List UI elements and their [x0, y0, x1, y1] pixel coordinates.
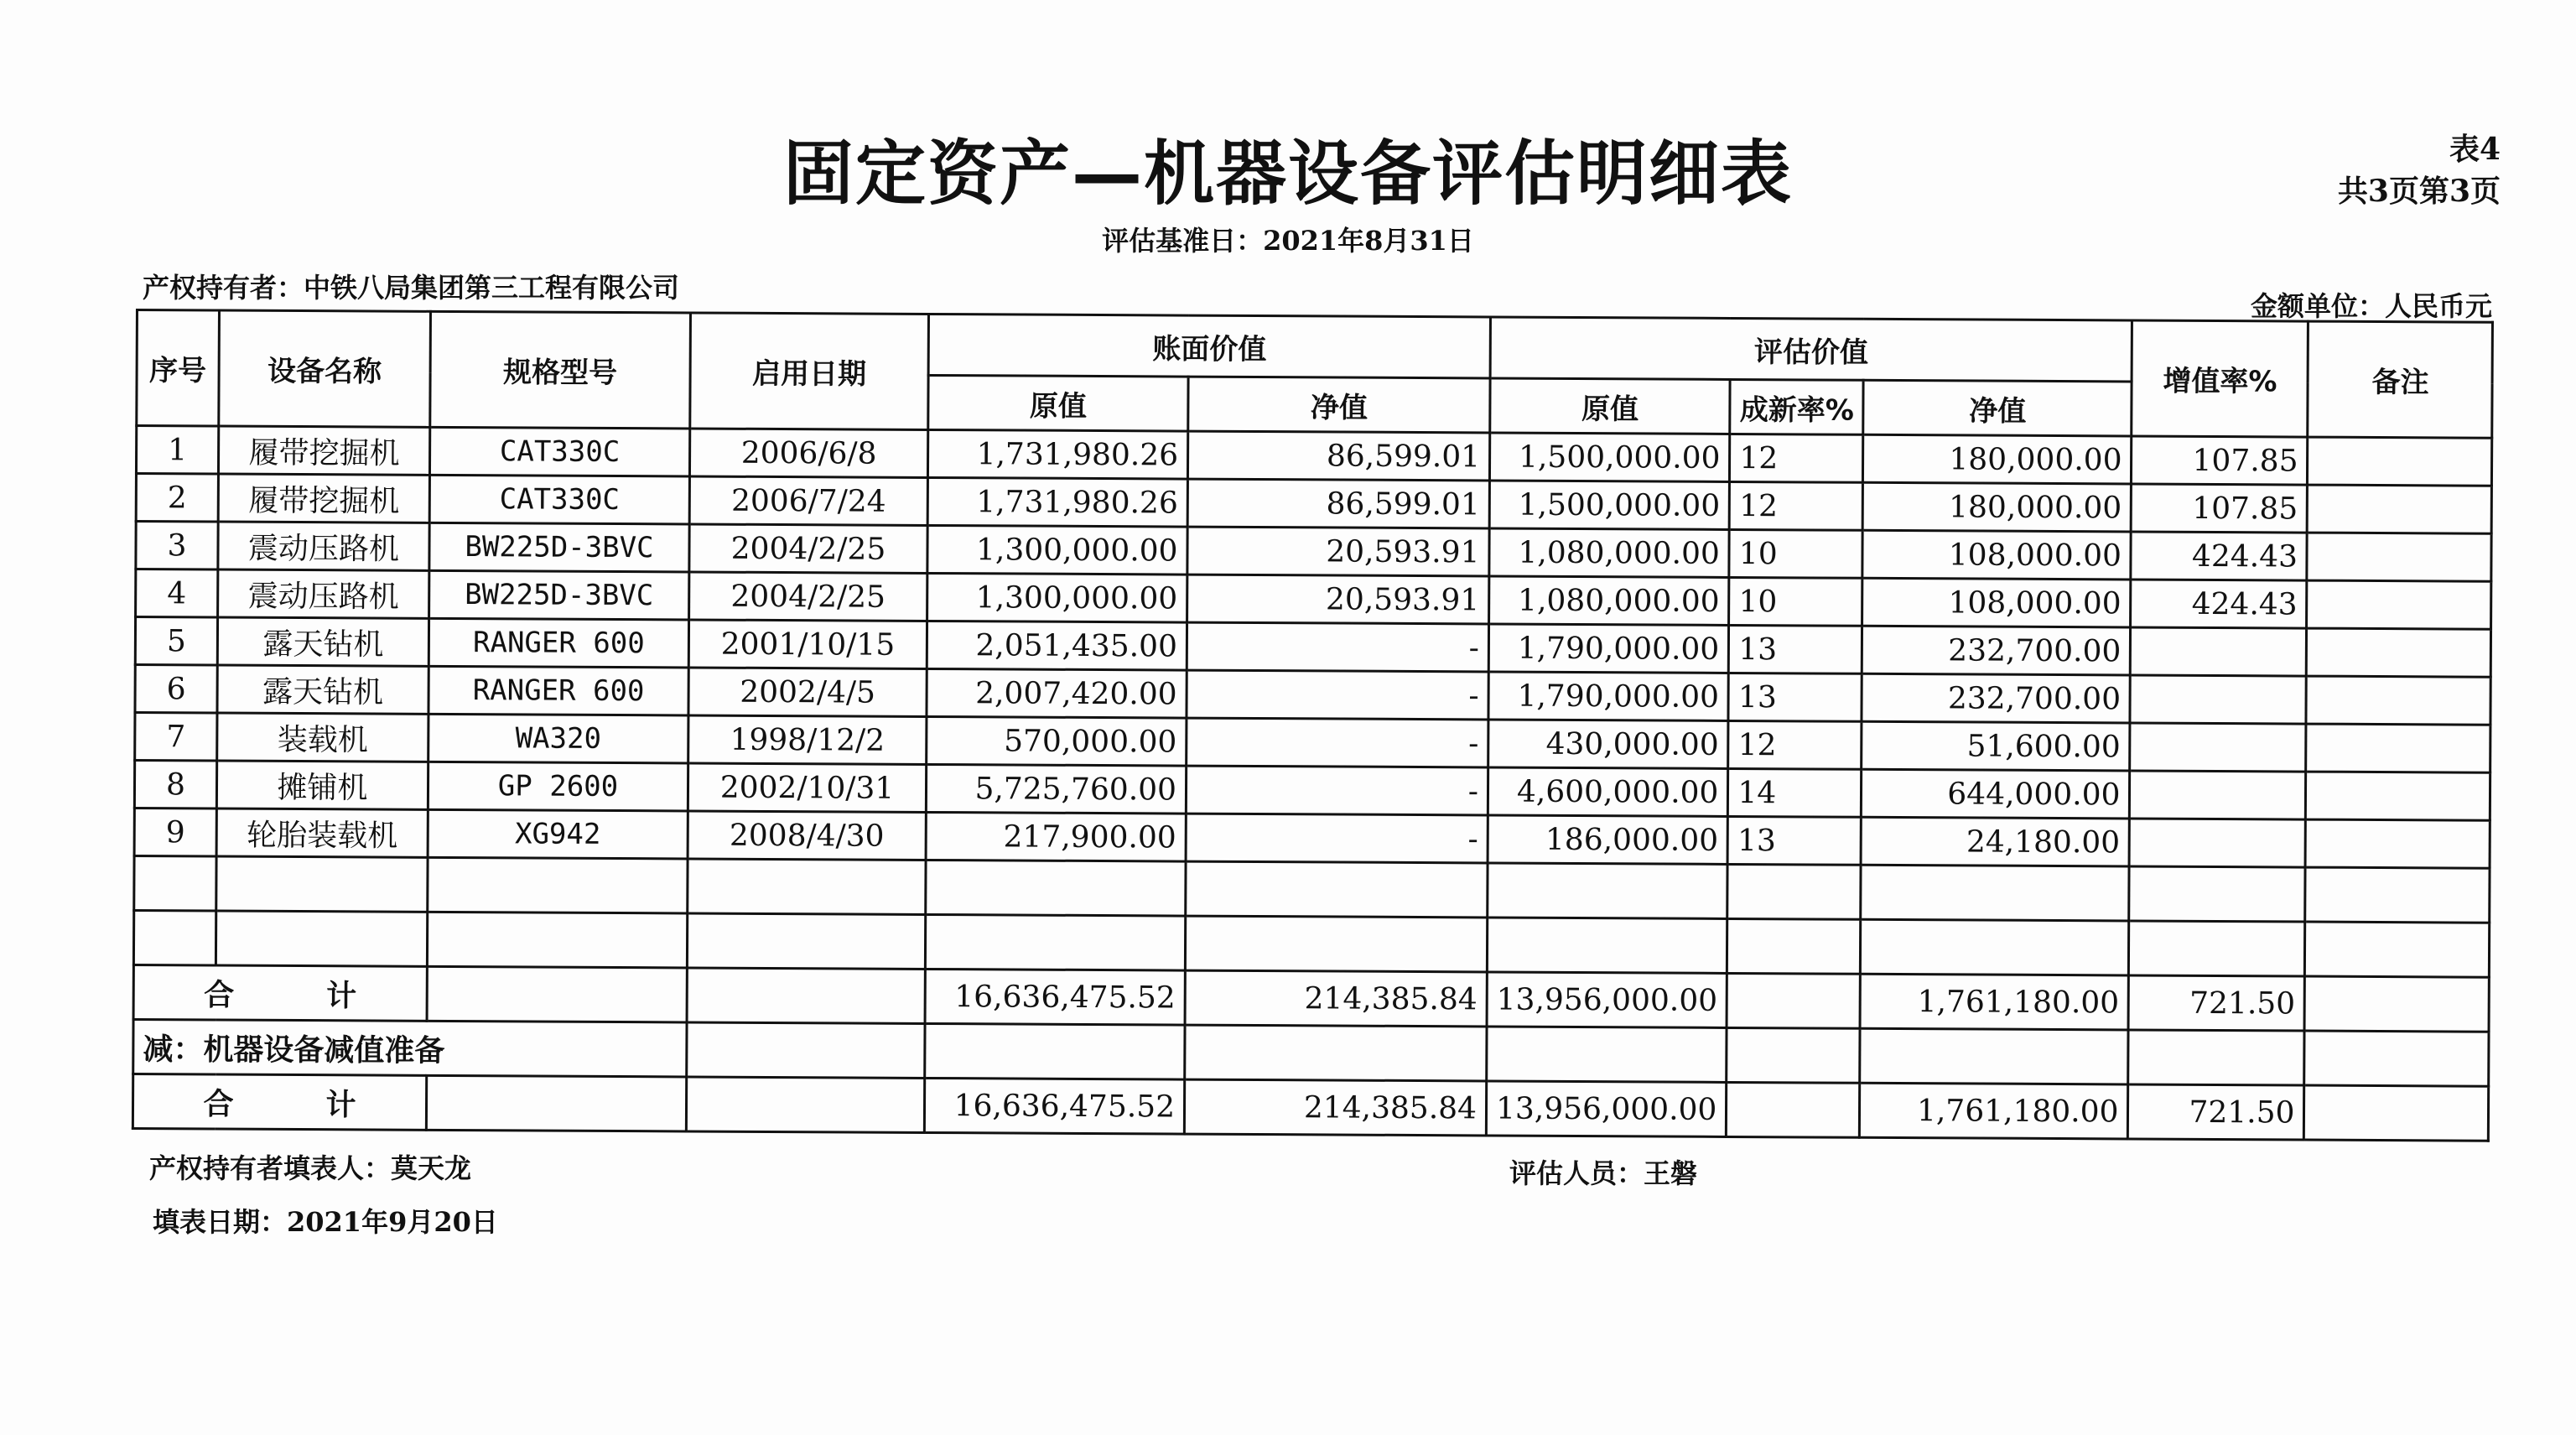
rate-cell [2131, 627, 2307, 676]
seq-cell: 2 [136, 474, 218, 523]
book-net-cell: - [1186, 814, 1488, 863]
empty-cell [2129, 866, 2305, 922]
empty-cell [2305, 922, 2490, 977]
empty-cell [925, 1023, 1185, 1079]
col-name: 设备名称 [219, 310, 431, 427]
remarks-cell [2308, 485, 2492, 533]
subtotal-book-original: 16,636,475.52 [925, 969, 1185, 1025]
name-cell: 露天钻机 [217, 665, 428, 714]
empty-cell [925, 914, 1185, 970]
remarks-cell [2306, 724, 2490, 772]
rate-cell [2130, 723, 2306, 772]
col-book-net: 净值 [1188, 377, 1490, 433]
subtotal-label-b: 计 [326, 977, 357, 1013]
newness-cell: 12 [1730, 434, 1863, 482]
col-newness: 成新率% [1730, 379, 1863, 434]
name-cell: 履带挖掘机 [218, 474, 429, 523]
empty-cell [1727, 973, 1860, 1028]
eval-net-cell: 24,180.00 [1862, 817, 2130, 866]
empty-cell [1861, 919, 2129, 975]
book-net-cell: 20,593.91 [1187, 527, 1489, 576]
col-increase-rate: 增值率% [2132, 320, 2309, 437]
col-book-value: 账面价值 [928, 314, 1490, 378]
header-row-1 [137, 310, 2493, 384]
subtotal-eval-net: 1,761,180.00 [1860, 974, 2128, 1030]
owner: 产权持有者：中铁八局集团第三工程有限公司 [143, 272, 680, 304]
model-cell: WA320 [428, 714, 688, 763]
table-body [134, 426, 2492, 869]
remarks-cell [2306, 819, 2490, 868]
model-cell: RANGER 600 [428, 618, 688, 668]
empty-cell [1727, 918, 1861, 974]
book-net-cell: - [1187, 622, 1488, 672]
model-cell: XG942 [428, 809, 688, 859]
book-original-cell: 570,000.00 [927, 716, 1187, 766]
total-label-b: 计 [325, 1086, 356, 1122]
newness-cell: 14 [1728, 768, 1862, 817]
total-label [132, 1074, 426, 1130]
book-original-cell: 217,900.00 [926, 812, 1186, 861]
seq-cell: 1 [136, 426, 218, 475]
eval-net-cell: 108,000.00 [1862, 530, 2131, 580]
seq-cell: 4 [136, 569, 218, 618]
eval-net-cell: 232,700.00 [1862, 673, 2130, 723]
book-net-cell: 20,593.91 [1187, 575, 1489, 624]
eval-net-cell: 108,000.00 [1862, 578, 2131, 627]
model-cell: CAT330C [429, 427, 689, 476]
col-remarks: 备注 [2308, 321, 2493, 438]
eval-original-cell: 430,000.00 [1488, 720, 1729, 768]
seq-cell: 6 [135, 665, 217, 714]
empty-cell [2129, 921, 2305, 976]
remarks-cell [2306, 772, 2490, 820]
total-book-net: 214,385.84 [1184, 1079, 1486, 1136]
eval-original-cell: 1,500,000.00 [1489, 481, 1730, 529]
eval-net-cell: 232,700.00 [1862, 626, 2131, 675]
book-original-cell: 5,725,760.00 [926, 764, 1186, 814]
eval-original-cell: 1,080,000.00 [1489, 528, 1730, 577]
eval-original-cell: 1,080,000.00 [1489, 576, 1730, 625]
base-date: 评估基准日：2021年8月31日 [1102, 225, 1474, 257]
empty-cell [1185, 1025, 1487, 1081]
remarks-cell [2308, 437, 2492, 486]
model-cell: BW225D-3BVC [429, 523, 689, 572]
empty-cell [1185, 916, 1487, 972]
book-net-cell: 86,599.01 [1187, 431, 1489, 481]
seq-cell: 7 [135, 713, 217, 762]
book-net-cell: - [1187, 718, 1488, 767]
empty-cell [216, 856, 428, 912]
date-cell: 2006/6/8 [689, 429, 927, 477]
eval-net-cell: 180,000.00 [1863, 434, 2132, 484]
empty-cell [2304, 1031, 2489, 1086]
empty-cell [134, 855, 216, 911]
date-cell: 2008/4/30 [688, 811, 926, 860]
date-cell: 2002/10/31 [688, 763, 926, 812]
seq-cell: 8 [134, 761, 216, 809]
empty-cell [1487, 918, 1727, 973]
empty-cell [2304, 976, 2489, 1032]
book-net-cell: 86,599.01 [1187, 479, 1489, 528]
name-cell: 履带挖掘机 [218, 426, 429, 475]
empty-cell [1488, 863, 1728, 918]
newness-cell: 13 [1729, 625, 1862, 673]
eval-original-cell: 186,000.00 [1488, 815, 1728, 864]
date-cell: 2002/4/5 [688, 668, 927, 716]
remarks-cell [2307, 533, 2491, 581]
empty-cell [1727, 864, 1861, 919]
empty-cell [687, 1022, 925, 1078]
eval-original-cell: 4,600,000.00 [1488, 767, 1728, 816]
form-filler: 产权持有者填表人：莫天龙 [149, 1152, 472, 1184]
date-cell: 2004/2/25 [689, 524, 927, 573]
seq-cell: 3 [136, 522, 218, 570]
newness-cell: 12 [1730, 481, 1863, 530]
empty-cell [926, 860, 1186, 916]
empty-cell [1487, 1027, 1727, 1082]
total-row [132, 1074, 2489, 1141]
rate-cell: 424.43 [2131, 580, 2307, 628]
rate-cell [2130, 819, 2306, 867]
book-original-cell: 1,300,000.00 [927, 573, 1187, 622]
date-cell: 2006/7/24 [689, 476, 927, 525]
currency-unit: 金额单位：人民币元 [2250, 290, 2492, 322]
newness-cell: 12 [1728, 720, 1862, 769]
newness-cell: 10 [1729, 529, 1862, 578]
total-eval-original: 13,956,000.00 [1486, 1081, 1727, 1136]
eval-net-cell: 644,000.00 [1862, 769, 2130, 819]
eval-original-cell: 1,790,000.00 [1488, 624, 1729, 673]
remarks-cell [2307, 628, 2491, 677]
fill-date: 填表日期：2021年9月20日 [153, 1206, 498, 1238]
remarks-cell [2307, 580, 2491, 629]
empty-cell [1727, 1082, 1860, 1137]
rate-cell: 107.85 [2132, 484, 2308, 533]
name-cell: 装载机 [217, 713, 428, 762]
name-cell: 轮胎装载机 [216, 808, 428, 857]
book-original-cell: 1,300,000.00 [927, 525, 1187, 575]
rate-cell: 107.85 [2132, 436, 2308, 485]
asset-table-wrapper [132, 309, 2495, 1142]
newness-cell: 13 [1728, 673, 1862, 721]
seq-cell: 5 [135, 617, 217, 666]
book-original-cell: 2,007,420.00 [927, 668, 1187, 718]
seq-cell: 9 [134, 808, 216, 856]
empty-cell [133, 910, 216, 965]
empty-cell [2128, 1030, 2304, 1085]
empty-cell [686, 1077, 924, 1132]
subtotal-eval-original: 13,956,000.00 [1487, 972, 1727, 1027]
subtotal-book-net: 214,385.84 [1185, 970, 1487, 1027]
appraiser: 评估人员：王磐 [1509, 1157, 1698, 1189]
page-title: 固定资产—机器设备评估明细表 [782, 133, 1793, 215]
name-cell: 震动压路机 [218, 569, 429, 618]
col-model: 规格型号 [430, 311, 691, 429]
table-number: 表4 [2449, 132, 2501, 167]
impairment-label: 减：机器设备减值准备 [133, 1019, 687, 1076]
name-cell: 摊铺机 [216, 761, 428, 809]
newness-cell: 10 [1729, 577, 1862, 626]
empty-cell [687, 968, 925, 1023]
empty-cell [426, 1075, 686, 1131]
remarks-cell [2306, 676, 2490, 725]
date-cell: 2001/10/15 [688, 620, 927, 668]
model-cell: GP 2600 [428, 762, 688, 811]
eval-original-cell: 1,790,000.00 [1488, 672, 1729, 720]
subtotal-rate: 721.50 [2128, 975, 2304, 1031]
date-cell: 1998/12/2 [688, 715, 927, 764]
name-cell: 露天钻机 [217, 617, 428, 666]
book-net-cell: - [1187, 670, 1488, 720]
total-eval-net: 1,761,180.00 [1860, 1083, 2128, 1139]
name-cell: 震动压路机 [218, 522, 429, 570]
total-label-a: 合 [203, 1085, 234, 1122]
book-original-cell: 1,731,980.26 [927, 429, 1187, 479]
col-seq: 序号 [137, 310, 220, 427]
col-eval-original: 原值 [1490, 378, 1731, 434]
empty-cell [2305, 867, 2490, 923]
rate-cell: 424.43 [2131, 532, 2307, 580]
book-original-cell: 2,051,435.00 [927, 621, 1187, 670]
empty-cell [427, 912, 687, 968]
empty-cell [427, 966, 687, 1022]
subtotal-label-a: 合 [204, 976, 235, 1013]
date-cell: 2004/2/25 [689, 572, 927, 621]
rate-cell [2130, 675, 2306, 724]
asset-table [132, 309, 2495, 1142]
col-eval-value: 评估价值 [1490, 317, 2132, 382]
empty-cell [1727, 1027, 1860, 1083]
empty-cell [688, 859, 926, 914]
rate-cell [2130, 771, 2306, 819]
page-info: 共3页第3页 [2337, 174, 2501, 209]
book-net-cell: - [1186, 766, 1488, 815]
eval-net-cell: 51,600.00 [1862, 721, 2130, 771]
newness-cell: 13 [1727, 816, 1861, 865]
eval-original-cell: 1,500,000.00 [1489, 433, 1730, 481]
col-book-original: 原值 [928, 375, 1188, 431]
empty-cell [1186, 861, 1488, 918]
empty-cell [687, 913, 925, 969]
empty-cell [1860, 1028, 2128, 1084]
col-eval-net: 净值 [1863, 380, 2132, 436]
empty-cell [428, 857, 688, 913]
model-cell: CAT330C [429, 475, 689, 524]
subtotal-label [133, 964, 427, 1021]
empty-cell [216, 911, 427, 966]
book-original-cell: 1,731,980.26 [927, 477, 1187, 527]
total-rate: 721.50 [2128, 1084, 2304, 1140]
col-start-date: 启用日期 [690, 313, 929, 429]
eval-net-cell: 180,000.00 [1863, 482, 2132, 532]
empty-cell [2304, 1085, 2489, 1141]
model-cell: RANGER 600 [428, 666, 688, 715]
model-cell: BW225D-3BVC [429, 570, 689, 620]
total-book-original: 16,636,475.52 [924, 1078, 1184, 1134]
empty-cell [1861, 865, 2129, 921]
